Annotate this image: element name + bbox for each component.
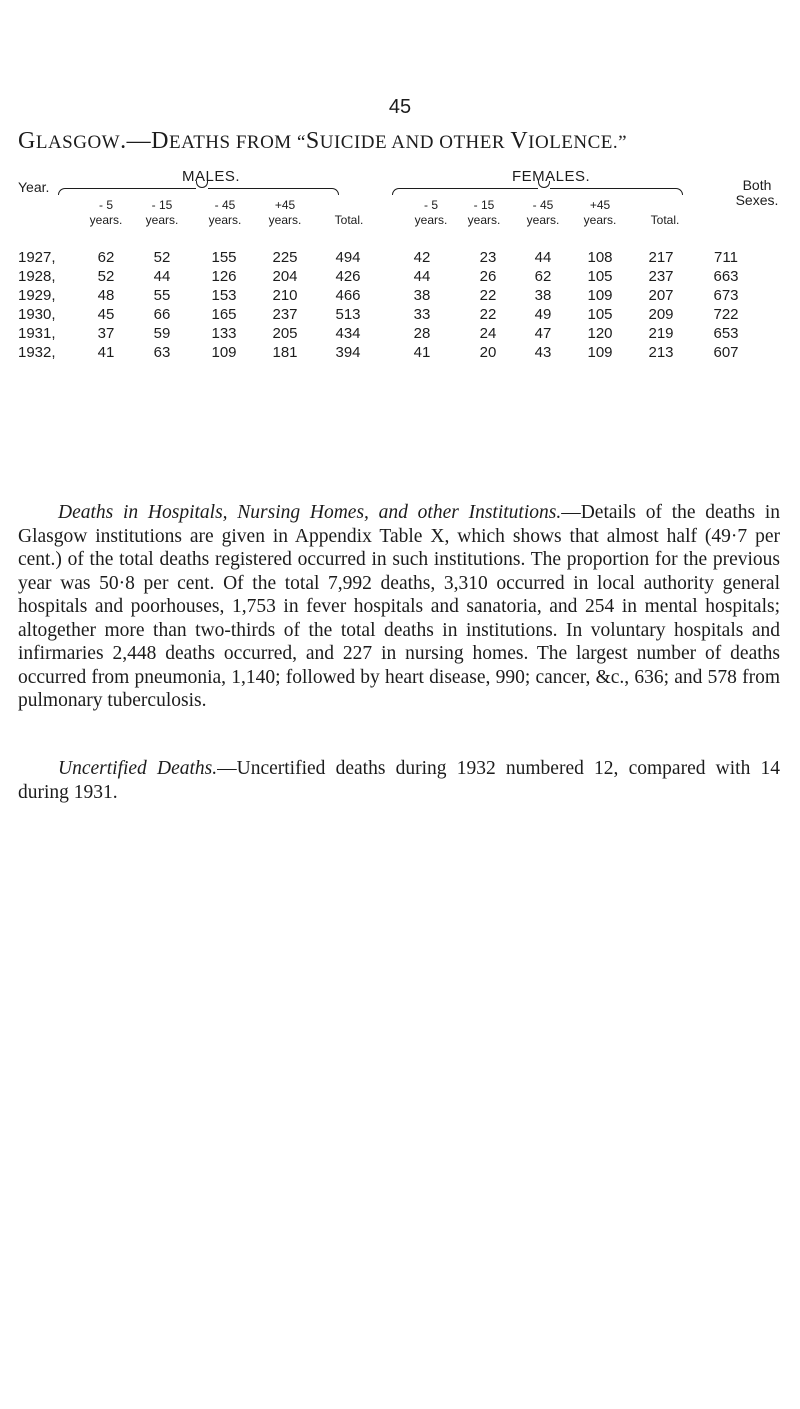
female-age-header: - 5 years. [414, 198, 448, 227]
female-cell: 47 [534, 325, 552, 342]
hospitals-heading: Deaths in Hospitals, Nursing Homes, and other Institutions. [58, 502, 562, 523]
male-cell: 153 [211, 287, 237, 304]
female-cell: 49 [534, 306, 552, 323]
female-age-header: +45 years. [583, 198, 617, 227]
both-sexes-cell: 722 [713, 306, 739, 323]
male-cell: 41 [97, 344, 115, 361]
table-body [0, 248, 758, 362]
male-total-header: Total. [334, 213, 364, 227]
year-column-header: Year. [18, 179, 50, 195]
male-cell: 55 [153, 287, 171, 304]
male-cell: 513 [335, 306, 361, 323]
both-sexes-cell: 711 [714, 249, 738, 266]
male-age-header: - 45 years. [208, 198, 242, 227]
uncertified-heading: Uncertified Deaths. [58, 758, 218, 779]
year-cell: 1932, [18, 344, 56, 361]
year-cell: 1931, [18, 325, 56, 342]
male-cell: 52 [153, 249, 171, 266]
both-sexes-cell: 653 [713, 325, 739, 342]
female-cell: 237 [648, 268, 674, 285]
male-age-header: +45 years. [268, 198, 302, 227]
female-cell: 105 [587, 268, 613, 285]
hospitals-body: —Details of the deaths in Glasgow institutions are given in Appendix Table X, which shows that almost half (49·7 per cent.) of the total deaths registered occurred in such institutions. The proportion for the previous year was 50·8 per cent. Of the total 7,992 deaths, 3,310 occurred in local authority general hospitals and poorhouses, 1,753 in fever hospitals and sanatoria, and 254 in mental hospitals; altogether more than two-thirds of the total deaths in institutions. In voluntary hospitals and infirmaries 2,448 deaths occurred, and 227 in nursing homes. The largest number of deaths occurred from pneumonia, 1,140; followed by heart disease, 990; cancer, &c., 636; and 578 from pulmonary tuberculosis. [18, 502, 780, 711]
male-cell: 66 [153, 306, 171, 323]
female-cell: 105 [587, 306, 613, 323]
female-cell: 62 [534, 268, 552, 285]
male-cell: 434 [335, 325, 361, 342]
page-number: 45 [388, 96, 412, 118]
female-cell: 44 [413, 268, 431, 285]
male-cell: 205 [272, 325, 298, 342]
uncertified-paragraph [18, 757, 780, 804]
both-sexes-cell: 673 [713, 287, 739, 304]
table-row [0, 343, 758, 362]
male-cell: 237 [272, 306, 298, 323]
both-sexes-cell: 607 [713, 344, 739, 361]
year-cell: 1930, [18, 306, 56, 323]
female-age-header: - 45 years. [526, 198, 560, 227]
female-cell: 213 [648, 344, 674, 361]
female-cell: 41 [413, 344, 431, 361]
male-cell: 45 [97, 306, 115, 323]
male-cell: 426 [335, 268, 361, 285]
male-cell: 155 [211, 249, 237, 266]
female-cell: 24 [479, 325, 497, 342]
male-cell: 37 [97, 325, 115, 342]
female-cell: 22 [479, 306, 497, 323]
female-cell: 38 [534, 287, 552, 304]
male-cell: 210 [272, 287, 298, 304]
male-cell: 44 [153, 268, 171, 285]
female-cell: 22 [479, 287, 497, 304]
female-cell: 108 [587, 249, 613, 266]
male-cell: 109 [211, 344, 237, 361]
male-cell: 52 [97, 268, 115, 285]
table-row [0, 267, 758, 286]
female-cell: 219 [648, 325, 674, 342]
female-cell: 120 [587, 325, 613, 342]
males-group-label: MALES. [182, 168, 241, 185]
male-cell: 126 [211, 268, 237, 285]
male-cell: 204 [272, 268, 298, 285]
year-cell: 1928, [18, 268, 56, 285]
table-row [0, 324, 758, 343]
female-cell: 38 [413, 287, 431, 304]
male-cell: 466 [335, 287, 361, 304]
male-cell: 63 [153, 344, 171, 361]
year-cell: 1929, [18, 287, 56, 304]
female-cell: 43 [534, 344, 552, 361]
page-title: GLASGOW.—DEATHS FROM “SUICIDE AND OTHER VIOLENCE.” [18, 128, 628, 154]
female-cell: 109 [587, 287, 613, 304]
table-row [0, 248, 758, 267]
male-cell: 394 [335, 344, 361, 361]
male-cell: 225 [272, 249, 298, 266]
female-cell: 209 [648, 306, 674, 323]
year-cell: 1927, [18, 249, 56, 266]
both-sexes-header: Both Sexes. [735, 177, 779, 208]
male-cell: 62 [97, 249, 115, 266]
male-cell: 133 [211, 325, 237, 342]
both-sexes-cell: 663 [713, 268, 739, 285]
hospitals-paragraph [18, 501, 780, 713]
female-cell: 109 [587, 344, 613, 361]
female-age-header: - 15 years. [467, 198, 501, 227]
male-cell: 165 [211, 306, 237, 323]
females-group-label: FEMALES. [512, 168, 591, 185]
male-cell: 494 [335, 249, 361, 266]
table-row [0, 305, 758, 324]
male-age-header: - 5 years. [89, 198, 123, 227]
table-row [0, 286, 758, 305]
female-cell: 26 [479, 268, 497, 285]
female-total-header: Total. [650, 213, 680, 227]
male-age-header: - 15 years. [145, 198, 179, 227]
male-cell: 48 [97, 287, 115, 304]
female-cell: 42 [413, 249, 431, 266]
female-cell: 207 [648, 287, 674, 304]
female-cell: 28 [413, 325, 431, 342]
female-cell: 44 [534, 249, 552, 266]
female-cell: 33 [413, 306, 431, 323]
male-cell: 59 [153, 325, 171, 342]
female-cell: 23 [479, 249, 497, 266]
female-cell: 20 [479, 344, 497, 361]
deaths-table [0, 166, 800, 446]
uncertified-body: —Uncertified deaths during 1932 numbered 12, compared with 14 during 1931. [18, 758, 781, 803]
female-cell: 217 [648, 249, 674, 266]
male-cell: 181 [272, 344, 298, 361]
